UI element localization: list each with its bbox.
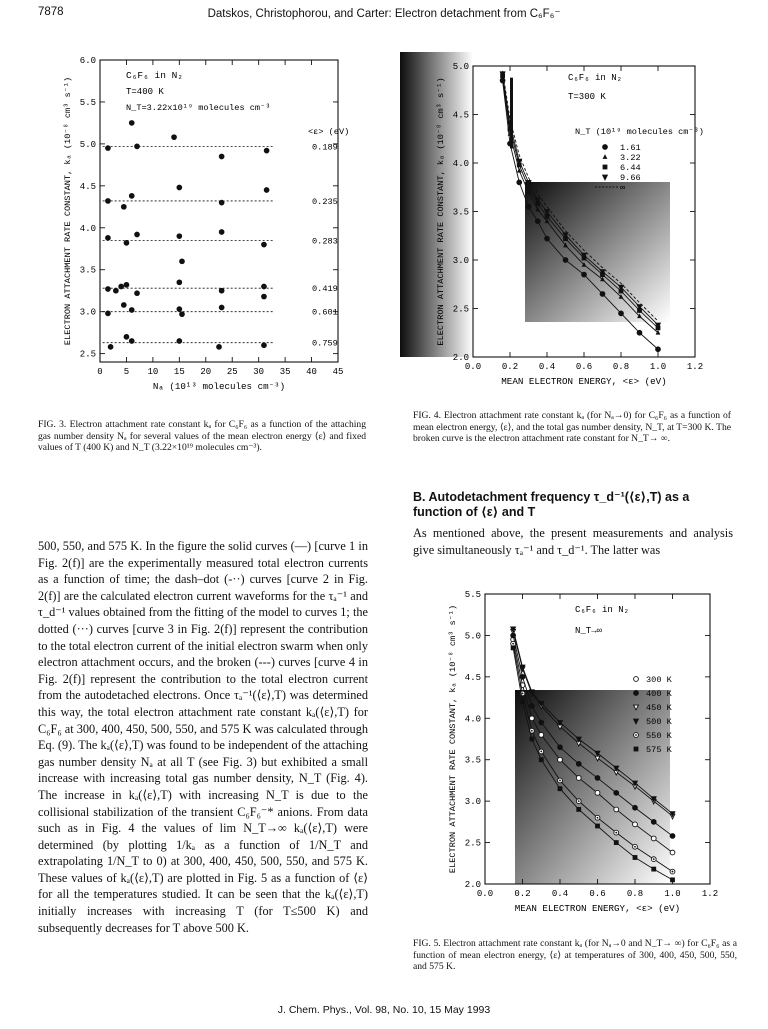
- data-point: [262, 294, 267, 299]
- data-point: [124, 334, 129, 339]
- y-tick-label: 4.0: [79, 223, 96, 234]
- running-title: Datskos, Christophorou, and Carter: Electron detachment from C₆F₆⁻: [207, 8, 561, 20]
- data-point: [135, 144, 140, 149]
- y-tick-label: 2.0: [464, 880, 481, 890]
- legend-label: 1.61: [620, 143, 641, 153]
- data-point: [670, 834, 675, 839]
- legend-marker: [603, 145, 608, 150]
- series-label: 0.601: [312, 307, 338, 318]
- y-tick-label: 2.5: [452, 304, 469, 315]
- y-tick-label: 4.5: [452, 110, 469, 121]
- data-point: [177, 185, 182, 190]
- fig3-caption: FIG. 3. Electron attachment rate constant kₐ for C₆F₆ as a function of the attaching gas number density Nₐ for several values of the mean electron energy ⟨ε⟩ and fixed values of T (400 K) and N_T (3.22×10¹⁹ molecules cm⁻³).: [38, 419, 366, 454]
- data-point: [595, 790, 600, 795]
- data-point: [517, 180, 522, 185]
- y-tick-label: 5.0: [464, 631, 481, 642]
- data-point: [135, 232, 140, 237]
- y-tick-label: 4.0: [464, 714, 481, 725]
- data-point: [219, 200, 224, 205]
- data-point: [529, 703, 534, 708]
- data-point: [177, 339, 182, 344]
- data-point: [511, 645, 516, 650]
- data-point: [121, 303, 126, 308]
- x-axis-label: MEAN ELECTRON ENERGY, <ε> (eV): [501, 376, 667, 387]
- series-label: 0.759: [312, 338, 338, 349]
- data-point: [526, 204, 531, 209]
- figure-5: [400, 584, 745, 924]
- x-tick-label: 1.0: [649, 362, 667, 372]
- y-tick-label: 3.5: [464, 755, 481, 766]
- data-point: [217, 345, 222, 350]
- data-point: [651, 867, 656, 872]
- legend-title: N_T (10¹⁹ molecules cm⁻³): [575, 127, 704, 137]
- y-tick-label: 5.5: [79, 97, 96, 108]
- x-tick-label: 0: [97, 367, 103, 377]
- annotation-limit: N_T→∞: [575, 626, 603, 636]
- data-point: [576, 761, 581, 766]
- fig5-chart: [400, 584, 745, 924]
- data-point-dot: [634, 846, 636, 848]
- x-tick-label: 0.2: [514, 889, 531, 899]
- data-point: [670, 850, 675, 855]
- x-tick-label: 0.2: [501, 362, 519, 372]
- x-tick-label: 25: [226, 367, 238, 377]
- legend-label: 6.44: [620, 163, 641, 173]
- y-tick-label: 2.5: [79, 349, 96, 360]
- data-point: [106, 287, 111, 292]
- data-point-dot: [615, 832, 617, 834]
- data-point: [651, 836, 656, 841]
- x-axis-label: Nₐ (10¹³ molecules cm⁻³): [152, 381, 286, 392]
- y-tick-label: 4.5: [79, 181, 96, 192]
- data-point: [129, 194, 134, 199]
- data-point: [172, 135, 177, 140]
- x-tick-label: 0.4: [538, 362, 556, 372]
- fig5-caption: FIG. 5. Electron attachment rate constant kₐ (for Nₐ→0 and N_T→ ∞) for C₆F₆ as a function of mean electron energy, ⟨ε⟩ at temperatures of 300, 400, 450, 500, 550, and 575 K.: [413, 938, 737, 973]
- page-number: 7878: [38, 6, 64, 18]
- section-heading: B. Autodetachment frequency τ_d⁻¹(⟨ε⟩,T) as a function of ⟨ε⟩ and T: [413, 490, 690, 519]
- data-point: [520, 674, 525, 679]
- data-point: [106, 235, 111, 240]
- legend-label: 3.22: [620, 153, 641, 163]
- annotation-gas: C₆F₆ in N₂: [126, 70, 184, 81]
- data-point: [558, 757, 563, 762]
- y-axis-label: ELECTRON ATTACHMENT RATE CONSTANT, kₐ (10⁻⁸ cm³ s⁻¹): [63, 76, 73, 346]
- data-point: [106, 199, 111, 204]
- x-tick-label: 1.2: [686, 362, 704, 372]
- data-point-dot: [653, 858, 655, 860]
- data-point-dot: [559, 780, 561, 782]
- data-point: [119, 284, 124, 289]
- data-point: [264, 188, 269, 193]
- data-point: [600, 292, 605, 297]
- legend-marker: [634, 677, 639, 682]
- x-axis-label: MEAN ELECTRON ENERGY, <ε> (eV): [514, 903, 681, 914]
- legend-label: 500 K: [646, 717, 672, 727]
- data-point: [614, 840, 619, 845]
- annotation-temp: T=300 K: [568, 92, 606, 102]
- y-tick-label: 2.5: [464, 838, 481, 849]
- y-tick-label: 5.5: [464, 590, 481, 600]
- y-tick-label: 5.0: [79, 139, 96, 150]
- legend-marker: [603, 165, 608, 170]
- data-point: [558, 745, 563, 750]
- data-point-dot: [522, 693, 524, 695]
- data-point: [124, 282, 129, 287]
- fig3-chart: [38, 52, 388, 392]
- x-tick-label: 0.6: [589, 889, 606, 899]
- data-point: [129, 308, 134, 313]
- data-point: [106, 311, 111, 316]
- data-point: [219, 230, 224, 235]
- legend-label: ∞: [620, 183, 626, 193]
- data-point: [633, 822, 638, 827]
- x-tick-label: 15: [173, 367, 185, 377]
- data-point: [539, 732, 544, 737]
- x-tick-label: 0.4: [551, 889, 569, 899]
- legend-label: 300 K: [646, 675, 672, 685]
- legend-marker: [634, 691, 639, 696]
- data-point: [135, 291, 140, 296]
- data-point: [177, 280, 182, 285]
- fig4-chart: [400, 52, 745, 397]
- y-tick-label: 3.0: [452, 256, 469, 266]
- x-tick-label: 0.0: [476, 889, 494, 899]
- x-tick-label: 0.0: [464, 362, 482, 372]
- data-point: [262, 242, 267, 247]
- annotation-density: N_T=3.22x10¹⁹ molecules cm⁻³: [126, 103, 271, 113]
- annotation-temp: T=400 K: [126, 87, 164, 97]
- left-body-text: 500, 550, and 575 K. In the figure the solid curves (—) [curve 1 in Fig. 2(f)] are the experimentally measured total electron currents as a function of time; the dash–dot (-··) curves [curve 2 in Fig. 2(f)] are the calculated electron current waveforms for the τₐ⁻¹ and τ_d⁻¹ values obtained from the fitting of the model to curves 1; the dotted (···) curves [curve 3 in Fig. 2(f)] represent the contribution to the total electron current of the initial electron swarm when only electron attachment occurs, and the broken (---) curves [curve 4 in Fig. 2(f)] represent the contribution to the total electron current from the autodetached electrons. Once τₐ⁻¹(⟨ε⟩,T) was determined this way, the total electron attachment rate constant kₐ(⟨ε⟩,T) for C₆F₆ at 300, 400, 450, 500, 550, and 575 K was calculated through Eq. (9). The kₐ(⟨ε⟩,T) was found to be independent of the attaching gas number density Nₐ at all T (see Fig. 3) but exhibited a small increase with increasing total gas number density, N_T (Fig. 4). The increase in kₐ(⟨ε⟩,T) with increasing N_T is due to the collisional stabilization of the transient C₆F₆⁻* anions. From data such as in Fig. 4 the values of lim N_T→∞ kₐ(⟨ε⟩,T) were determined (by plotting 1/kₐ as a function of 1/N_T and extrapolating 1/N_T to 0) at 300, 400, 450, 500, 550, and 575 K. These values of kₐ(⟨ε⟩,T) are plotted in Fig. 5 as a function of ⟨ε⟩ for all the temperatures studied. It can be seen that the kₐ(⟨ε⟩,T) initially increases with increasing T (for T≤500 K) and subsequently decreases for T above 500 K.: [38, 539, 368, 935]
- x-tick-label: 30: [253, 367, 265, 377]
- data-point: [264, 148, 269, 153]
- data-point: [595, 776, 600, 781]
- y-tick-label: 3.0: [464, 797, 481, 808]
- x-tick-label: 0.8: [626, 889, 644, 899]
- annotation-gas: C₆F₆ in N₂: [568, 73, 623, 83]
- data-point: [535, 219, 540, 224]
- data-point: [576, 776, 581, 781]
- data-point: [180, 259, 185, 264]
- data-point: [633, 855, 638, 860]
- data-point: [129, 339, 134, 344]
- data-point: [108, 345, 113, 350]
- data-point-dot: [597, 817, 599, 819]
- data-point: [637, 330, 642, 335]
- legend-label: 575 K: [646, 745, 672, 755]
- x-tick-label: 0.6: [575, 362, 593, 372]
- legend-title: <ε> (eV): [308, 127, 350, 137]
- data-point: [614, 790, 619, 795]
- x-tick-label: 1.0: [664, 889, 681, 899]
- data-point-dot: [531, 730, 533, 732]
- data-point: [121, 204, 126, 209]
- x-tick-label: 35: [279, 367, 291, 377]
- fig4-caption: FIG. 4. Electron attachment rate constant kₐ (for Nₐ→0) for C₆F₆ as a function of mean electron energy, ⟨ε⟩, and the total gas number density, N_T, at T=300 K. The broken curve is the electron attachment rate constant for N_T→ ∞.: [413, 410, 731, 445]
- x-tick-label: 20: [200, 367, 212, 377]
- data-point: [670, 877, 675, 882]
- legend-marker: [603, 175, 608, 180]
- scan-shading: [525, 182, 670, 322]
- data-point: [656, 347, 661, 352]
- data-point: [129, 121, 134, 126]
- data-point: [545, 236, 550, 241]
- data-point: [106, 146, 111, 151]
- series-label: 0.189: [312, 142, 338, 153]
- data-point: [563, 258, 568, 263]
- data-point: [262, 343, 267, 348]
- data-point: [582, 272, 587, 277]
- data-point-dot: [672, 871, 674, 873]
- x-tick-label: 1.2: [701, 889, 719, 899]
- data-point: [614, 807, 619, 812]
- x-tick-label: 45: [332, 367, 344, 377]
- data-point-dot: [512, 643, 514, 645]
- data-point: [558, 786, 563, 791]
- x-tick-label: 0.8: [612, 362, 630, 372]
- x-tick-label: 40: [306, 367, 317, 377]
- series-label: 0.419: [312, 284, 338, 295]
- x-tick-label: 10: [147, 367, 159, 377]
- data-point: [262, 284, 267, 289]
- data-point: [529, 737, 534, 742]
- figure-4: [400, 52, 745, 397]
- y-axis-label: ELECTRON ATTACHMENT RATE CONSTANT, kₐ (10⁻⁸ cm³ s⁻¹): [448, 604, 458, 874]
- legend-marker-dot: [635, 734, 637, 736]
- data-point: [656, 330, 661, 335]
- legend-label: 9.66: [620, 173, 641, 183]
- y-tick-label: 3.5: [79, 265, 96, 276]
- series-label: 0.235: [312, 196, 338, 207]
- figure-3: [38, 52, 388, 392]
- data-point: [539, 720, 544, 725]
- data-point: [177, 234, 182, 239]
- legend-marker: [603, 154, 608, 159]
- y-tick-label: 3.0: [79, 307, 96, 318]
- data-point: [539, 757, 544, 762]
- x-tick-label: 5: [123, 367, 130, 377]
- y-tick-label: 5.0: [452, 62, 469, 72]
- data-point: [651, 819, 656, 824]
- data-point: [219, 154, 224, 159]
- data-point: [576, 807, 581, 812]
- data-point: [219, 288, 224, 293]
- y-tick-label: 2.0: [452, 353, 469, 363]
- data-point: [219, 305, 224, 310]
- data-point: [113, 288, 118, 293]
- y-tick-label: 6.0: [79, 56, 96, 66]
- legend-label: 400 K: [646, 689, 672, 699]
- data-point: [619, 311, 624, 316]
- y-tick-label: 4.0: [452, 159, 469, 169]
- annotation-gas: C₆F₆ in N₂: [575, 605, 630, 615]
- legend-label: 450 K: [646, 703, 672, 713]
- y-tick-label: 3.5: [452, 207, 469, 218]
- right-intro-text: As mentioned above, the present measurements and analysis give simultaneously τₐ⁻¹ and τ_d⁻¹. The latter was: [413, 526, 733, 557]
- data-point: [124, 240, 129, 245]
- footer-citation: J. Chem. Phys., Vol. 98, No. 10, 15 May 1993: [277, 1004, 491, 1016]
- data-point: [633, 805, 638, 810]
- data-point: [595, 824, 600, 829]
- data-point: [529, 716, 534, 721]
- legend-marker: [634, 747, 639, 752]
- data-point: [180, 312, 185, 317]
- series-label: 0.283: [312, 236, 338, 247]
- data-point: [177, 307, 182, 312]
- data-point-dot: [540, 751, 542, 753]
- legend-label: 550 K: [646, 731, 672, 741]
- data-point-dot: [578, 800, 580, 802]
- data-point: [520, 699, 525, 704]
- y-tick-label: 4.5: [464, 672, 481, 683]
- y-axis-label: ELECTRON ATTACHMENT RATE CONSTANT, kₐ (10⁻⁸ cm³ s⁻¹): [436, 77, 446, 346]
